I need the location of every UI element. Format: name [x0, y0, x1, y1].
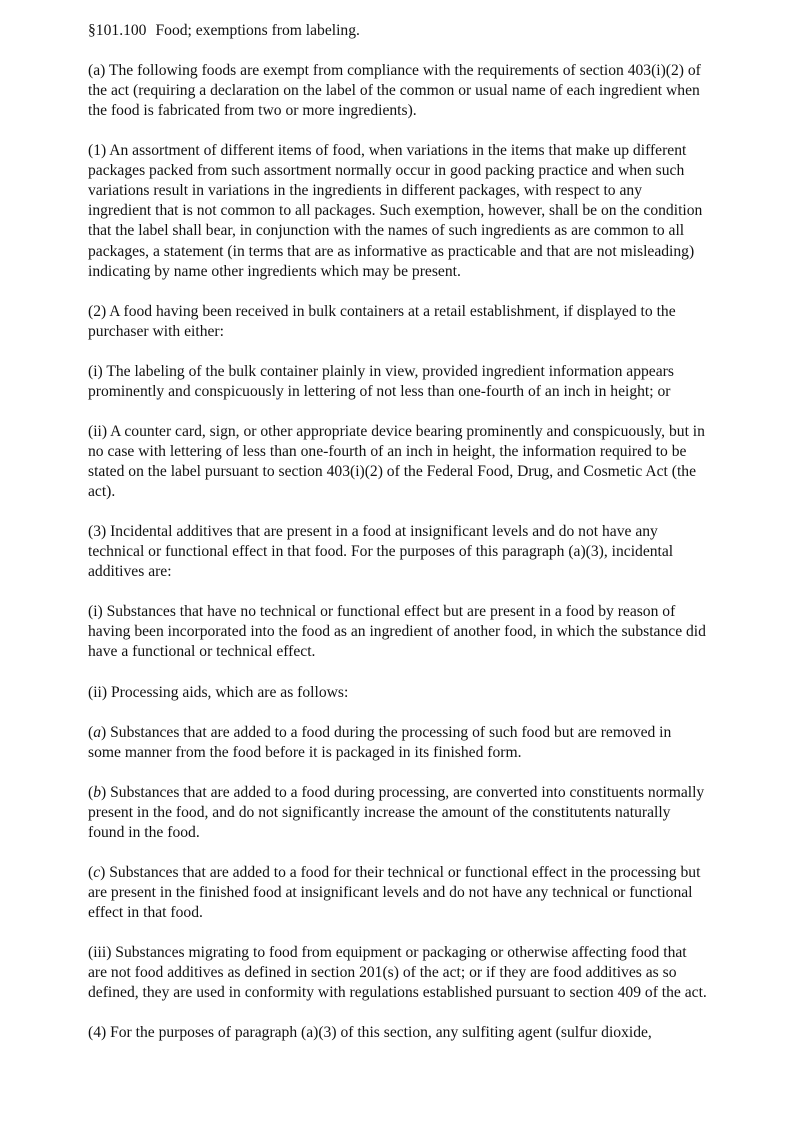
- section-heading: [88, 21, 708, 41]
- paragraph-a1: (1) An assortment of different items of food, when variations in the items that make up different packages packed from such assortment normally occur in good packing practice and when such variations result in variations in the ingredients in different packages, with respect to any ingredient that is not common to all packages. Such exemption, however, shall be on the condition that the label shall bear, in conjunction with the names of such ingredients as are common to all packages, a statement (in terms that are as informative as practicable and that are not misleading) indicating by name other ingredients which may be present.: [88, 142, 703, 280]
- paragraph-a2ii: (ii) A counter card, sign, or other appropriate device bearing prominently and conspicuously, but in no case with lettering of less than one-fourth of an inch in height, the information required to be stated on the label pursuant to section 403(i)(2) of the Federal Food, Drug, and Cosmetic Act (the act).: [88, 422, 705, 501]
- paragraph-a2i: (i) The labeling of the bulk container plainly in view, provided ingredient information appears prominently and conspicuously in lettering of not less than one-fourth of an inch in height; or: [88, 362, 674, 400]
- paragraph-a4: (4) For the purposes of paragraph (a)(3) of this section, any sulfiting agent (sulfur dioxide,: [88, 1024, 652, 1042]
- paragraph-a3ii-c: (c) Substances that are added to a food for their technical or functional effect in the processing but are present in the finished food at insignificant levels and do not have any technical or functional effect in that food.: [88, 863, 701, 922]
- paragraph-a2: (2) A food having been received in bulk containers at a retail establishment, if displayed to the purchaser with either:: [88, 302, 676, 340]
- paragraph-a: (a) The following foods are exempt from compliance with the requirements of section 403(i)(2) of the act (requiring a declaration on the label of the common or usual name of each ingredient when the food is fabricated from two or more ingredients).: [88, 62, 701, 120]
- paragraph-a3ii: (ii) Processing aids, which are as follows:: [88, 683, 349, 701]
- item-label-b: b: [93, 783, 101, 801]
- document-page: [88, 21, 708, 1063]
- paragraph-a3iii: (iii) Substances migrating to food from equipment or packaging or otherwise affecting food that are not food additives as defined in section 201(s) of the act; or if they are food additives as so defined, they are used in conformity with regulations established pursuant to section 409 of the act.: [88, 944, 707, 1002]
- item-text-a: Substances that are added to a food during the processing of such food but are removed in some manner from the food before it is packaged in its finished form.: [88, 723, 672, 761]
- item-text-b: Substances that are added to a food during processing, are converted into constituents normally present in the food, and do not significantly increase the amount of the constitutents naturally found in the food.: [88, 783, 705, 841]
- section-title: Food; exemptions from labeling.: [155, 22, 360, 39]
- paragraph-a3ii-a: (a) Substances that are added to a food during the processing of such food but are removed in some manner from the food before it is packaged in its finished form.: [88, 723, 672, 761]
- item-label-c: c: [93, 863, 101, 881]
- item-label-a: a: [93, 723, 101, 741]
- item-text-c: Substances that are added to a food for their technical or functional effect in the processing but are present in the finished food at insignificant levels and do not have any technical or functional effect in that food.: [88, 863, 701, 922]
- paragraph-a3ii-b: (b) Substances that are added to a food during processing, are converted into constituents normally present in the food, and do not significantly increase the amount of the constitutents naturally found in the food.: [88, 783, 705, 841]
- paragraph-a3: (3) Incidental additives that are present in a food at insignificant levels and do not have any technical or functional effect in that food. For the purposes of this paragraph (a)(3), incidental additives are:: [88, 523, 674, 581]
- paragraph-a3i: (i) Substances that have no technical or functional effect but are present in a food by reason of having been incorporated into the food as an ingredient of another food, in which the substance did have a functional or technical effect.: [88, 603, 706, 661]
- section-number: §101.100: [88, 22, 147, 39]
